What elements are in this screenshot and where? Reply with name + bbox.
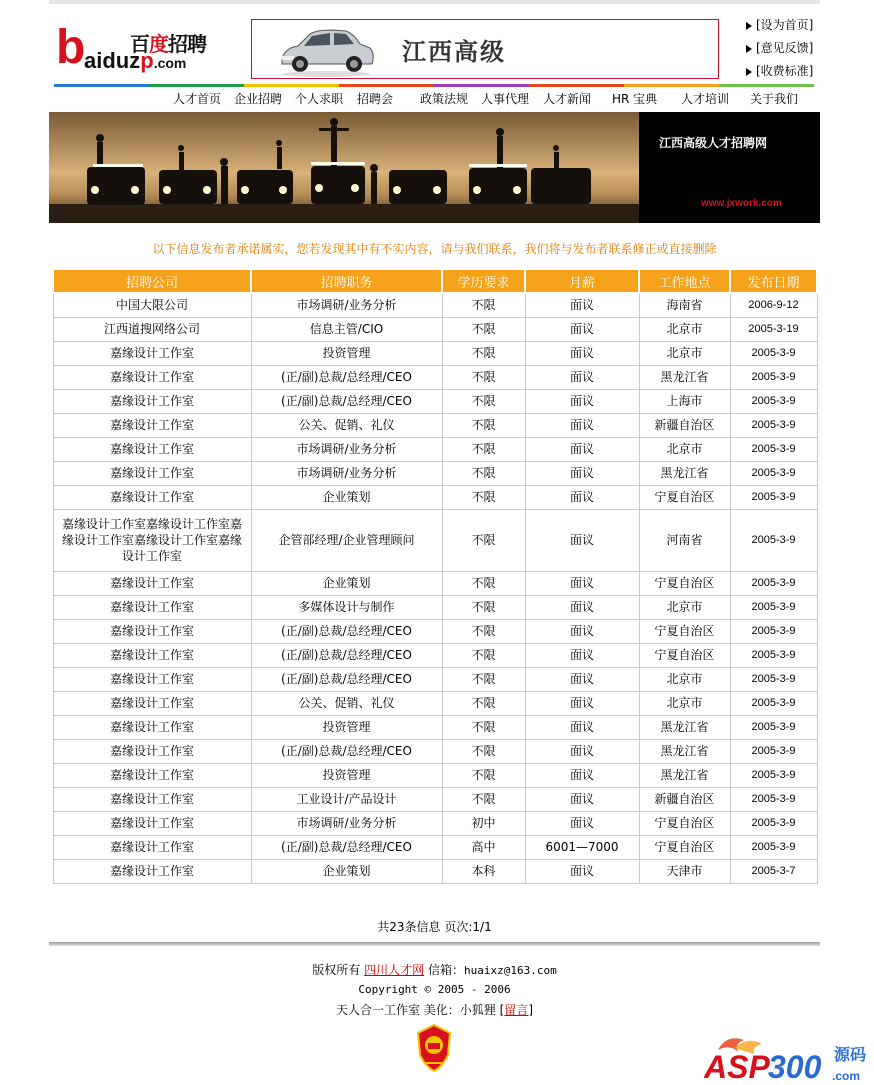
cell-date: 2005-3-9 xyxy=(730,437,817,461)
triangle-right-icon xyxy=(746,68,752,76)
table-row[interactable] xyxy=(53,437,817,461)
color-bar-segment xyxy=(149,84,244,87)
job-listings-table xyxy=(52,268,818,884)
cell-education: 不限 xyxy=(442,571,525,595)
svg-text:源码: 源码 xyxy=(834,1045,867,1064)
table-row[interactable] xyxy=(53,811,817,835)
cell-date: 2005-3-9 xyxy=(730,739,817,763)
cell-position[interactable]: 投资管理 xyxy=(251,341,442,365)
nav-about[interactable]: 关于我们 xyxy=(750,92,799,106)
cell-education: 不限 xyxy=(442,341,525,365)
svg-text:ASP: ASP xyxy=(704,1049,770,1085)
table-row[interactable] xyxy=(53,739,817,763)
cell-location: 天津市 xyxy=(639,859,730,883)
cell-date: 2005-3-9 xyxy=(730,595,817,619)
logo-cn-rest: 招聘 xyxy=(168,32,206,56)
logo-cn-red: 度 xyxy=(149,32,168,56)
cell-education: 不限 xyxy=(442,461,525,485)
table-row[interactable] xyxy=(53,485,817,509)
logo-letter: b xyxy=(56,21,86,74)
logo-en-com: .com xyxy=(153,55,187,71)
cell-company[interactable]: 嘉缘设计工作室 xyxy=(53,643,251,667)
cell-position[interactable]: 市场调研/业务分析 xyxy=(251,293,442,317)
pagination-info: 共23条信息 页次:1/1 xyxy=(377,920,492,934)
cell-salary: 面议 xyxy=(525,811,639,835)
color-bar xyxy=(54,84,814,87)
table-row[interactable] xyxy=(53,571,817,595)
cell-position[interactable]: (正/副)总裁/总经理/CEO xyxy=(251,619,442,643)
cell-company[interactable]: 江西道搜网络公司 xyxy=(53,317,251,341)
cell-salary: 面议 xyxy=(525,619,639,643)
copyright-prefix: 版权所有 xyxy=(312,963,361,977)
cell-company[interactable]: 嘉缘设计工作室 xyxy=(53,691,251,715)
cell-company[interactable]: 嘉缘设计工作室 xyxy=(53,787,251,811)
cell-position[interactable]: (正/副)总裁/总经理/CEO xyxy=(251,643,442,667)
cell-location: 宁夏自治区 xyxy=(639,643,730,667)
cell-date: 2005-3-9 xyxy=(730,643,817,667)
cell-education: 不限 xyxy=(442,595,525,619)
table-row[interactable] xyxy=(53,293,817,317)
cell-date: 2005-3-9 xyxy=(730,485,817,509)
svg-text:300: 300 xyxy=(768,1049,822,1085)
disclaimer-notice: 以下信息发布者承诺属实，您若发现其中有不实内容，请与我们联系，我们将与发布者联系修正或直接删除 xyxy=(152,242,717,256)
hero-banner xyxy=(49,112,820,223)
cell-date: 2005-3-19 xyxy=(730,317,817,341)
footer-line-3 xyxy=(49,1000,820,1020)
color-bar-segment xyxy=(244,84,339,87)
banner-side-panel xyxy=(639,112,820,223)
cell-company[interactable]: 嘉缘设计工作室 xyxy=(53,461,251,485)
cell-salary: 面议 xyxy=(525,461,639,485)
cell-location: 北京市 xyxy=(639,667,730,691)
nav-hr-guide[interactable]: HR 宝典 xyxy=(612,92,658,106)
col-header-position: 招聘职务 xyxy=(251,269,442,293)
desert-vehicles-image xyxy=(49,112,639,223)
cell-salary: 面议 xyxy=(525,389,639,413)
cell-location: 宁夏自治区 xyxy=(639,835,730,859)
cell-position[interactable]: 投资管理 xyxy=(251,763,442,787)
cell-education: 不限 xyxy=(442,667,525,691)
cell-position[interactable]: (正/副)总裁/总经理/CEO xyxy=(251,389,442,413)
cell-position[interactable]: 信息主管/CIO xyxy=(251,317,442,341)
cell-company[interactable]: 嘉缘设计工作室 xyxy=(53,437,251,461)
cell-company[interactable]: 嘉缘设计工作室 xyxy=(53,763,251,787)
cell-location: 上海市 xyxy=(639,389,730,413)
table-row[interactable] xyxy=(53,461,817,485)
cell-education: 不限 xyxy=(442,763,525,787)
cell-company[interactable]: 嘉缘设计工作室 xyxy=(53,341,251,365)
cell-education: 不限 xyxy=(442,389,525,413)
triangle-right-icon xyxy=(746,45,752,53)
footer xyxy=(49,960,820,1020)
cell-education: 不限 xyxy=(442,619,525,643)
cell-date: 2005-3-9 xyxy=(730,691,817,715)
cell-position[interactable]: 公关、促销、礼仪 xyxy=(251,413,442,437)
cell-company[interactable]: 嘉缘设计工作室 xyxy=(53,389,251,413)
mail-label: 信箱： xyxy=(427,963,464,977)
table-row[interactable] xyxy=(53,619,817,643)
cell-location: 宁夏自治区 xyxy=(639,571,730,595)
col-header-date: 发布日期 xyxy=(730,269,817,293)
cell-position[interactable]: 多媒体设计与制作 xyxy=(251,595,442,619)
cell-location: 新疆自治区 xyxy=(639,787,730,811)
col-header-education: 学历要求 xyxy=(442,269,525,293)
table-row[interactable] xyxy=(53,341,817,365)
table-row[interactable] xyxy=(53,835,817,859)
cell-company[interactable]: 嘉缘设计工作室 xyxy=(53,619,251,643)
banner-url: www.jxwork.com xyxy=(701,198,782,209)
ad-text: 江西高级 xyxy=(402,38,506,66)
cell-position[interactable]: 市场调研/业务分析 xyxy=(251,437,442,461)
site-logo[interactable] xyxy=(56,21,226,74)
cell-company[interactable]: 嘉缘设计工作室 xyxy=(53,811,251,835)
cell-date: 2006-9-12 xyxy=(730,293,817,317)
cell-salary: 6001—7000 xyxy=(525,835,639,859)
triangle-right-icon xyxy=(746,22,752,30)
cell-salary: 面议 xyxy=(525,341,639,365)
cell-location: 黑龙江省 xyxy=(639,365,730,389)
cell-company[interactable]: 嘉缘设计工作室 xyxy=(53,413,251,437)
table-row[interactable] xyxy=(53,595,817,619)
cell-location: 河南省 xyxy=(639,509,730,571)
cell-location: 北京市 xyxy=(639,437,730,461)
cell-date: 2005-3-9 xyxy=(730,811,817,835)
cell-education: 不限 xyxy=(442,691,525,715)
cell-salary: 面议 xyxy=(525,739,639,763)
cell-education: 不限 xyxy=(442,485,525,509)
cell-position[interactable]: 企业策划 xyxy=(251,485,442,509)
cell-date: 2005-3-7 xyxy=(730,859,817,883)
table-row[interactable] xyxy=(53,667,817,691)
cell-date: 2005-3-9 xyxy=(730,619,817,643)
cell-salary: 面议 xyxy=(525,365,639,389)
top-border xyxy=(49,0,820,4)
site-link[interactable]: 四川人才网 xyxy=(364,963,425,977)
cell-company[interactable]: 嘉缘设计工作室 xyxy=(53,835,251,859)
cell-salary: 面议 xyxy=(525,595,639,619)
table-row[interactable] xyxy=(53,389,817,413)
cell-location: 黑龙江省 xyxy=(639,763,730,787)
cell-date: 2005-3-9 xyxy=(730,667,817,691)
credit-prefix: 天人合一工作室 美化：小狐狸 [ xyxy=(335,1003,505,1017)
table-row[interactable] xyxy=(53,763,817,787)
table-row[interactable] xyxy=(53,413,817,437)
set-homepage-link[interactable] xyxy=(746,14,826,37)
cell-education: 不限 xyxy=(442,413,525,437)
cell-position[interactable]: 市场调研/业务分析 xyxy=(251,461,442,485)
cell-education: 不限 xyxy=(442,317,525,341)
nav-job-seeking[interactable]: 个人求职 xyxy=(295,92,344,106)
cell-date: 2005-3-9 xyxy=(730,341,817,365)
color-bar-segment xyxy=(719,84,814,87)
cell-company[interactable]: 嘉缘设计工作室 xyxy=(53,859,251,883)
cell-company[interactable]: 嘉缘设计工作室 xyxy=(53,365,251,389)
table-row[interactable] xyxy=(53,317,817,341)
cell-date: 2005-3-9 xyxy=(730,509,817,571)
cell-company[interactable]: 嘉缘设计工作室 xyxy=(53,485,251,509)
cell-salary: 面议 xyxy=(525,509,639,571)
cell-salary: 面议 xyxy=(525,859,639,883)
cell-education: 不限 xyxy=(442,437,525,461)
cell-salary: 面议 xyxy=(525,667,639,691)
cell-salary: 面议 xyxy=(525,643,639,667)
table-row[interactable] xyxy=(53,365,817,389)
nav-policy[interactable]: 政策法规 xyxy=(420,92,469,106)
cell-salary: 面议 xyxy=(525,485,639,509)
cell-location: 北京市 xyxy=(639,595,730,619)
table-row[interactable] xyxy=(53,509,817,571)
cell-education: 本科 xyxy=(442,859,525,883)
cell-date: 2005-3-9 xyxy=(730,835,817,859)
top-links xyxy=(746,14,826,83)
cell-date: 2005-3-9 xyxy=(730,571,817,595)
cell-position[interactable]: (正/副)总裁/总经理/CEO xyxy=(251,739,442,763)
footer-divider xyxy=(49,942,820,946)
color-bar-segment xyxy=(434,84,529,87)
cell-location: 宁夏自治区 xyxy=(639,485,730,509)
table-header-row xyxy=(53,269,817,293)
cell-position[interactable]: 投资管理 xyxy=(251,715,442,739)
cell-education: 不限 xyxy=(442,787,525,811)
asp300-watermark-logo xyxy=(704,1030,874,1085)
cell-salary: 面议 xyxy=(525,691,639,715)
cell-position[interactable]: 企业策划 xyxy=(251,571,442,595)
cell-company[interactable]: 嘉缘设计工作室 xyxy=(53,739,251,763)
nav-hr-agency[interactable]: 人事代理 xyxy=(481,92,530,106)
cell-salary: 面议 xyxy=(525,715,639,739)
nav-training[interactable]: 人才培训 xyxy=(681,92,730,106)
cell-education: 不限 xyxy=(442,715,525,739)
cell-location: 宁夏自治区 xyxy=(639,811,730,835)
cell-salary: 面议 xyxy=(525,787,639,811)
cell-company[interactable]: 嘉缘设计工作室 xyxy=(53,571,251,595)
cell-education: 不限 xyxy=(442,643,525,667)
cell-location: 海南省 xyxy=(639,293,730,317)
cell-location: 新疆自治区 xyxy=(639,413,730,437)
table-row[interactable] xyxy=(53,859,817,883)
cell-date: 2005-3-9 xyxy=(730,787,817,811)
header-ad-banner[interactable] xyxy=(251,19,719,79)
cell-salary: 面议 xyxy=(525,413,639,437)
feedback-link[interactable] xyxy=(746,37,826,60)
car-icon xyxy=(276,22,376,78)
logo-english xyxy=(84,48,186,74)
col-header-company: 招聘公司 xyxy=(53,269,251,293)
cell-education: 不限 xyxy=(442,293,525,317)
color-bar-segment xyxy=(624,84,719,87)
footer-line-1 xyxy=(49,960,820,980)
cell-position[interactable]: (正/副)总裁/总经理/CEO xyxy=(251,667,442,691)
table-row[interactable] xyxy=(53,691,817,715)
police-emblem-icon[interactable] xyxy=(414,1023,454,1073)
cell-education: 不限 xyxy=(442,509,525,571)
set-homepage-label: [设为首页] xyxy=(756,18,814,32)
cell-salary: 面议 xyxy=(525,437,639,461)
logo-en-black: aiduz xyxy=(84,48,141,73)
cell-location: 北京市 xyxy=(639,341,730,365)
cell-company[interactable]: 嘉缘设计工作室 xyxy=(53,595,251,619)
cell-education: 不限 xyxy=(442,365,525,389)
cell-company[interactable]: 嘉缘设计工作室 xyxy=(53,667,251,691)
credit-suffix: ] xyxy=(528,1003,533,1017)
cell-position[interactable]: (正/副)总裁/总经理/CEO xyxy=(251,835,442,859)
color-bar-segment xyxy=(529,84,624,87)
nav-company-recruit[interactable]: 企业招聘 xyxy=(234,92,283,106)
color-bar-segment xyxy=(54,84,149,87)
pricing-link[interactable] xyxy=(746,60,826,83)
cell-location: 宁夏自治区 xyxy=(639,619,730,643)
cell-education: 初中 xyxy=(442,811,525,835)
cell-education: 高中 xyxy=(442,835,525,859)
table-row[interactable] xyxy=(53,715,817,739)
cell-salary: 面议 xyxy=(525,763,639,787)
cell-salary: 面议 xyxy=(525,293,639,317)
cell-position[interactable]: 市场调研/业务分析 xyxy=(251,811,442,835)
guestbook-link[interactable]: 留言 xyxy=(504,1003,529,1017)
feedback-label: [意见反馈] xyxy=(756,41,814,55)
svg-text:.com: .com xyxy=(832,1069,861,1083)
logo-cn-black: 百 xyxy=(130,32,149,56)
cell-position[interactable]: (正/副)总裁/总经理/CEO xyxy=(251,365,442,389)
cell-location: 北京市 xyxy=(639,317,730,341)
cell-location: 黑龙江省 xyxy=(639,715,730,739)
cell-date: 2005-3-9 xyxy=(730,715,817,739)
color-bar-segment xyxy=(339,84,434,87)
cell-company[interactable]: 中国大限公司 xyxy=(53,293,251,317)
copyright-line: Copyright © 2005 - 2006 xyxy=(358,983,511,996)
banner-title: 江西高级人才招聘网 xyxy=(659,136,768,150)
mail-address[interactable]: huaixz@163.com xyxy=(463,964,557,977)
cell-position[interactable]: 企管部经理/企业管理顾问 xyxy=(251,509,442,571)
cell-salary: 面议 xyxy=(525,571,639,595)
pricing-label: [收费标准] xyxy=(756,64,814,78)
table-row[interactable] xyxy=(53,643,817,667)
col-header-salary: 月薪 xyxy=(525,269,639,293)
cell-date: 2005-3-9 xyxy=(730,763,817,787)
col-header-location: 工作地点 xyxy=(639,269,730,293)
cell-position[interactable]: 工业设计/产品设计 xyxy=(251,787,442,811)
logo-en-red: p xyxy=(140,48,154,73)
cell-date: 2005-3-9 xyxy=(730,365,817,389)
cell-education: 不限 xyxy=(442,739,525,763)
cell-date: 2005-3-9 xyxy=(730,389,817,413)
cell-position[interactable]: 企业策划 xyxy=(251,859,442,883)
nav-home[interactable]: 人才首页 xyxy=(173,92,222,106)
cell-position[interactable]: 公关、促销、礼仪 xyxy=(251,691,442,715)
cell-date: 2005-3-9 xyxy=(730,461,817,485)
nav-job-fair[interactable]: 招聘会 xyxy=(357,92,394,106)
cell-salary: 面议 xyxy=(525,317,639,341)
cell-location: 黑龙江省 xyxy=(639,739,730,763)
nav-talent-news[interactable]: 人才新闻 xyxy=(543,92,592,106)
main-nav xyxy=(165,88,825,108)
cell-company[interactable]: 嘉缘设计工作室嘉缘设计工作室嘉缘设计工作室嘉缘设计工作室嘉缘设计工作室 xyxy=(53,509,251,571)
cell-date: 2005-3-9 xyxy=(730,413,817,437)
table-row[interactable] xyxy=(53,787,817,811)
cell-location: 黑龙江省 xyxy=(639,461,730,485)
cell-location: 北京市 xyxy=(639,691,730,715)
cell-company[interactable]: 嘉缘设计工作室 xyxy=(53,715,251,739)
